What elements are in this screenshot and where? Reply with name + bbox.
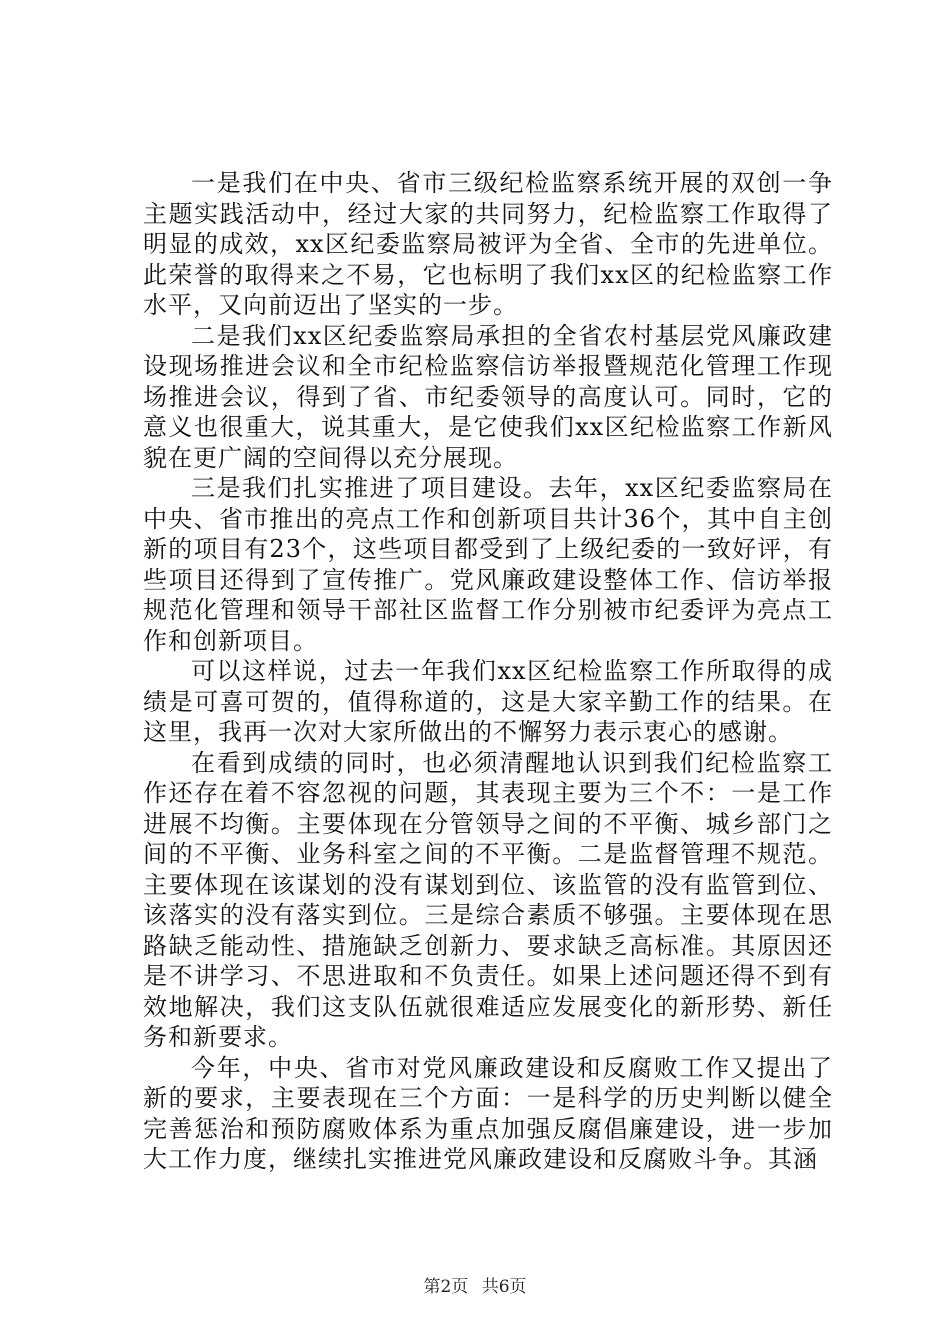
- page-footer: [0, 1272, 950, 1297]
- paragraph-5: 在看到成绩的同时，也必须清醒地认识到我们纪检监察工作还存在着不容忽视的问题，其表现主要为三个不：一是工作进展不均衡。主要体现在分管领导之间的不平衡、城乡部门之间的不平衡、业务科室之间的不平衡。二是监督管理不规范。主要体现在该谋划的没有谋划到位、该监管的没有监管到位、该落实的没有落实到位。三是综合素质不够强。主要体现在思路缺乏能动性、措施缺乏创新力、要求缺乏高标准。其原因还是不讲学习、不思进取和不负责任。如果上述问题还得不到有效地解决，我们这支队伍就很难适应发展变化的新形势、新任务和新要求。: [143, 748, 833, 1051]
- paragraph-2: 二是我们xx区纪委监察局承担的全省农村基层党风廉政建设现场推进会议和全市纪检监察信访举报暨规范化管理工作现场推进会议，得到了省、市纪委领导的高度认可。同时，它的意义也很重大，说其重大，是它使我们xx区纪检监察工作新风貌在更广阔的空间得以充分展现。: [143, 321, 833, 472]
- page-number: 第2页: [423, 1277, 469, 1297]
- paragraph-4: 可以这样说，过去一年我们xx区纪检监察工作所取得的成绩是可喜可贺的，值得称道的，这是大家辛勤工作的结果。在这里，我再一次对大家所做出的不懈努力表示衷心的感谢。: [143, 657, 833, 746]
- paragraph-3: 三是我们扎实推进了项目建设。去年，xx区纪委监察局在中央、省市推出的亮点工作和创新项目共计36个，其中自主创新的项目有23个，这些项目都受到了上级纪委的一致好评，有些项目还得到了宣传推广。党风廉政建设整体工作、信访举报规范化管理和领导干部社区监督工作分别被市纪委评为亮点工作和创新项目。: [143, 474, 833, 655]
- paragraph-6: 今年，中央、省市对党风廉政建设和反腐败工作又提出了新的要求，主要表现在三个方面：一是科学的历史判断以健全完善惩治和预防腐败体系为重点加强反腐倡廉建设，进一步加大工作力度，继续扎实推进党风廉政建设和反腐败斗争。其涵: [143, 1053, 833, 1173]
- page-total: 共6页: [481, 1277, 527, 1297]
- document-body: [143, 168, 833, 1175]
- paragraph-1: 一是我们在中央、省市三级纪检监察系统开展的双创一争主题实践活动中，经过大家的共同努力，纪检监察工作取得了明显的成效，xx区纪委监察局被评为全省、全市的先进单位。此荣誉的取得来之不易，它也标明了我们xx区的纪检监察工作水平，又向前迈出了坚实的一步。: [143, 169, 833, 319]
